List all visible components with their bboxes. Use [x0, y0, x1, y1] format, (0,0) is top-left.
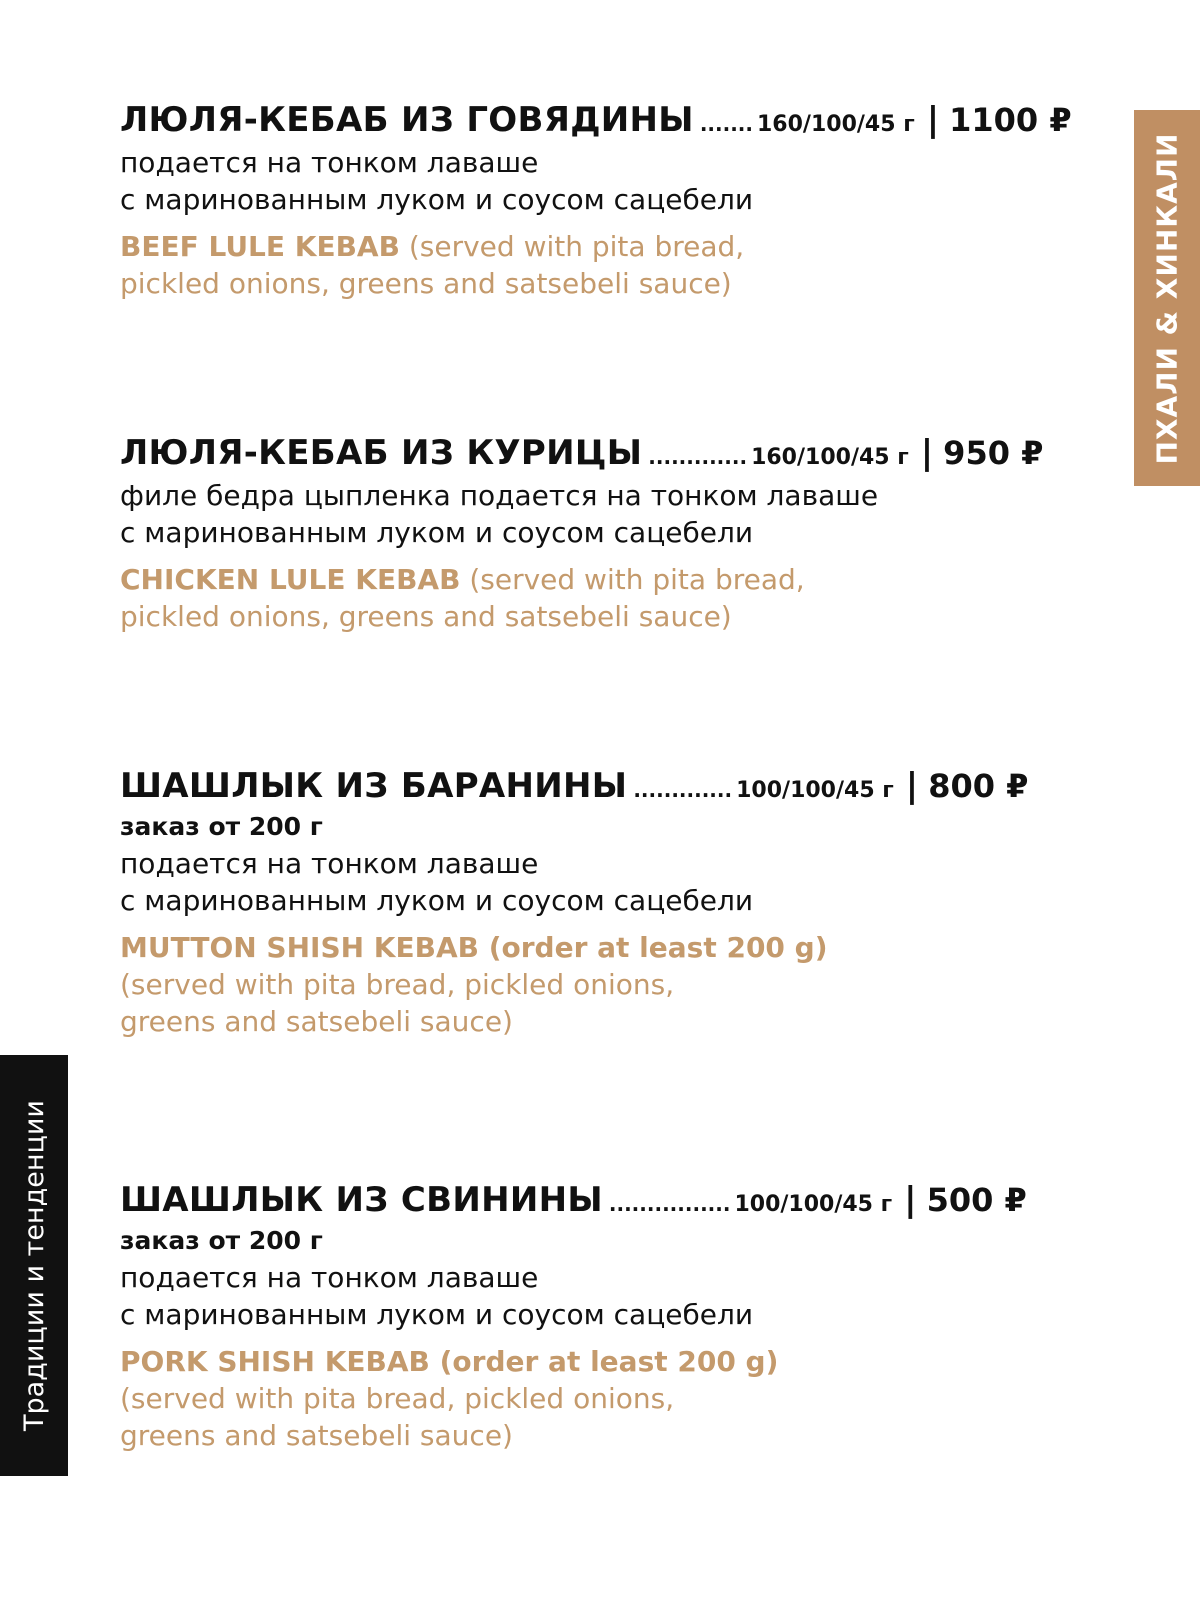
item-description [120, 477, 1100, 551]
english-line: (served with pita bread, [399, 230, 745, 263]
price-separator: | [905, 766, 919, 806]
english-line: greens and satsebeli sauce) [120, 1419, 513, 1452]
description-line: подается на тонком лаваше [120, 847, 539, 880]
item-price: 800 ₽ [928, 767, 1029, 805]
description-line: с маринованным луком и соусом сацебели [120, 884, 754, 917]
english-name: MUTTON SHISH KEBAB (order at least 200 g) [120, 931, 828, 964]
price-separator: | [904, 1180, 917, 1220]
category-tab-label: ПХАЛИ & ХИНКАЛИ [1150, 132, 1184, 464]
description-line: с маринованным луком и соусом сацебели [120, 183, 754, 216]
item-weight: 100/100/45 г [736, 778, 894, 803]
item-title: ЛЮЛЯ-КЕБАБ ИЗ КУРИЦЫ [120, 433, 643, 473]
item-description [120, 1259, 1100, 1333]
description-line: с маринованным луком и соусом сацебели [120, 516, 754, 549]
item-english-description [120, 561, 1100, 635]
item-title: ШАШЛЫК ИЗ СВИНИНЫ [120, 1180, 603, 1220]
item-price: 1100 ₽ [949, 101, 1072, 139]
english-name: CHICKEN LULE KEBAB [120, 563, 461, 596]
english-line: (served with pita bread, pickled onions, [120, 968, 675, 1001]
order-note: заказ от 200 г [120, 812, 323, 841]
item-title: ШАШЛЫК ИЗ БАРАНИНЫ [120, 766, 628, 806]
price-separator: | [926, 100, 940, 140]
item-price: 500 ₽ [926, 1181, 1027, 1219]
item-header [120, 1180, 1100, 1220]
item-weight: 100/100/45 г [734, 1192, 893, 1217]
description-line: подается на тонком лаваше [120, 1261, 539, 1294]
item-english-description [120, 929, 1100, 1040]
item-header [120, 766, 1100, 806]
menu-item-beef-lule-kebab [120, 100, 1100, 302]
price-separator: | [920, 433, 934, 473]
description-line: филе бедра цыпленка подается на тонком лаваше [120, 479, 879, 512]
english-line: (served with pita bread, [460, 563, 805, 596]
english-name: BEEF LULE KEBAB [120, 230, 400, 263]
brand-tab-label: Традиции и тенденции [18, 1100, 50, 1431]
item-english-description [120, 1343, 1100, 1454]
item-weight: 160/100/45 г [751, 445, 909, 470]
menu-item-pork-shish-kebab [120, 1180, 1100, 1454]
item-description [120, 845, 1100, 919]
brand-tab [0, 1055, 68, 1476]
dot-leader: ............. [648, 445, 748, 469]
english-line: (served with pita bread, pickled onions, [120, 1382, 675, 1415]
menu-item-chicken-lule-kebab [120, 433, 1100, 635]
item-description [120, 144, 1100, 218]
item-weight: 160/100/45 г [757, 112, 915, 137]
menu-item-mutton-shish-kebab [120, 766, 1100, 1040]
dot-leader: ................ [608, 1192, 731, 1216]
dot-leader: ....... [699, 112, 753, 136]
english-name: PORK SHISH KEBAB (order at least 200 g) [120, 1345, 779, 1378]
item-header [120, 433, 1100, 473]
english-line: pickled onions, greens and satsebeli sauce) [120, 600, 732, 633]
item-english-description [120, 228, 1100, 302]
item-price: 950 ₽ [943, 434, 1044, 472]
order-note: заказ от 200 г [120, 1226, 323, 1255]
category-tab [1134, 110, 1200, 486]
description-line: с маринованным луком и соусом сацебели [120, 1298, 754, 1331]
description-line: подается на тонком лаваше [120, 146, 539, 179]
english-line: greens and satsebeli sauce) [120, 1005, 513, 1038]
english-line: pickled onions, greens and satsebeli sauce) [120, 267, 732, 300]
dot-leader: ............. [633, 778, 733, 802]
item-title: ЛЮЛЯ-КЕБАБ ИЗ ГОВЯДИНЫ [120, 100, 694, 140]
item-header [120, 100, 1100, 140]
